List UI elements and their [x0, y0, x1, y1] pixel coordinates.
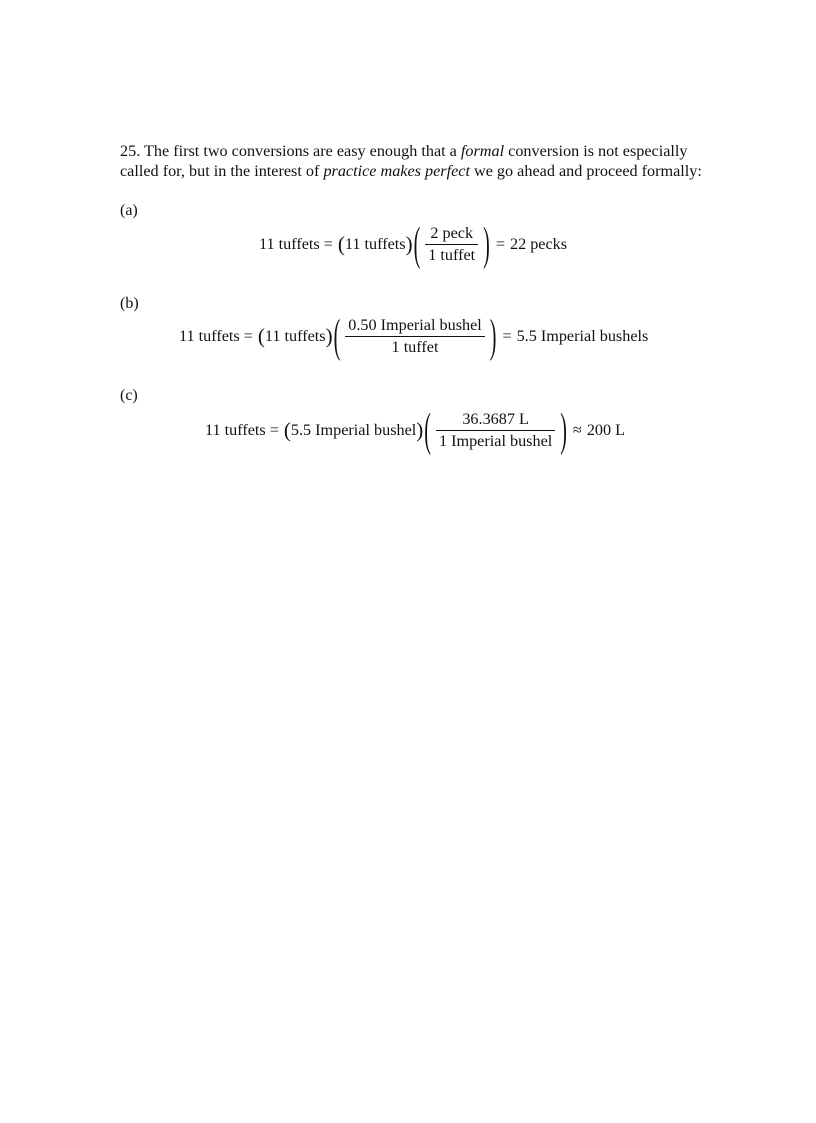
problem-text-2: conversion is not especially called for, but in the interest of	[120, 142, 688, 180]
equation-b-lhs: 11 tuffets =	[179, 327, 253, 345]
part-a-label: (a)	[120, 202, 138, 219]
right-paren: )	[405, 232, 413, 256]
equation-b-numerator: 0.50 Imperial bushel	[348, 316, 482, 334]
equation-a	[259, 218, 568, 271]
big-right-paren: )	[560, 404, 567, 457]
part-b-label: (b)	[120, 295, 139, 312]
right-paren: )	[325, 324, 333, 348]
equation-b	[179, 310, 649, 363]
equation-c-denominator: 1 Imperial bushel	[438, 432, 553, 450]
equation-a-denominator: 1 tuffet	[428, 246, 476, 264]
equation-b-paren-term: 11 tuffets	[264, 327, 326, 345]
equation-c-lhs: 11 tuffets =	[205, 421, 279, 439]
equation-a-numerator: 2 peck	[430, 224, 474, 242]
big-right-paren: )	[483, 218, 490, 271]
equation-a-relation: =	[495, 235, 505, 253]
equation-b-denominator: 1 tuffet	[391, 338, 439, 356]
equation-b-relation: =	[502, 327, 512, 345]
equation-b-fraction	[345, 316, 485, 357]
equation-a-fraction	[425, 224, 478, 265]
equation-a-result: 22 pecks	[509, 235, 568, 253]
left-paren: (	[283, 418, 291, 442]
big-left-paren: (	[333, 310, 341, 363]
equation-c	[205, 404, 626, 457]
problem-statement	[120, 141, 710, 181]
problem-number: 25.	[120, 142, 141, 160]
equation-b-result: 5.5 Imperial bushels	[516, 327, 649, 345]
big-right-paren: )	[489, 310, 497, 363]
right-paren: )	[416, 418, 424, 442]
problem-text-3: we go ahead and proceed formally:	[474, 162, 702, 180]
equation-c-fraction	[436, 410, 555, 451]
equation-c-numerator: 36.3687 L	[462, 410, 529, 428]
left-paren: (	[337, 232, 345, 256]
equation-c-paren-term: 5.5 Imperial bushel	[290, 421, 417, 439]
left-paren: (	[257, 324, 265, 348]
emphasis-formal: formal	[460, 142, 505, 160]
equation-c-result: 200 L	[586, 421, 626, 439]
equation-a-paren-term: 11 tuffets	[344, 235, 406, 253]
part-c-label: (c)	[120, 387, 138, 404]
emphasis-practice: practice makes perfect	[323, 162, 470, 180]
equation-a-lhs: 11 tuffets =	[259, 235, 333, 253]
problem-text-1: The first two conversions are easy enough that a	[144, 142, 457, 160]
equation-c-relation: ≈	[572, 421, 582, 439]
big-left-paren: (	[424, 404, 431, 457]
big-left-paren: (	[413, 218, 421, 271]
